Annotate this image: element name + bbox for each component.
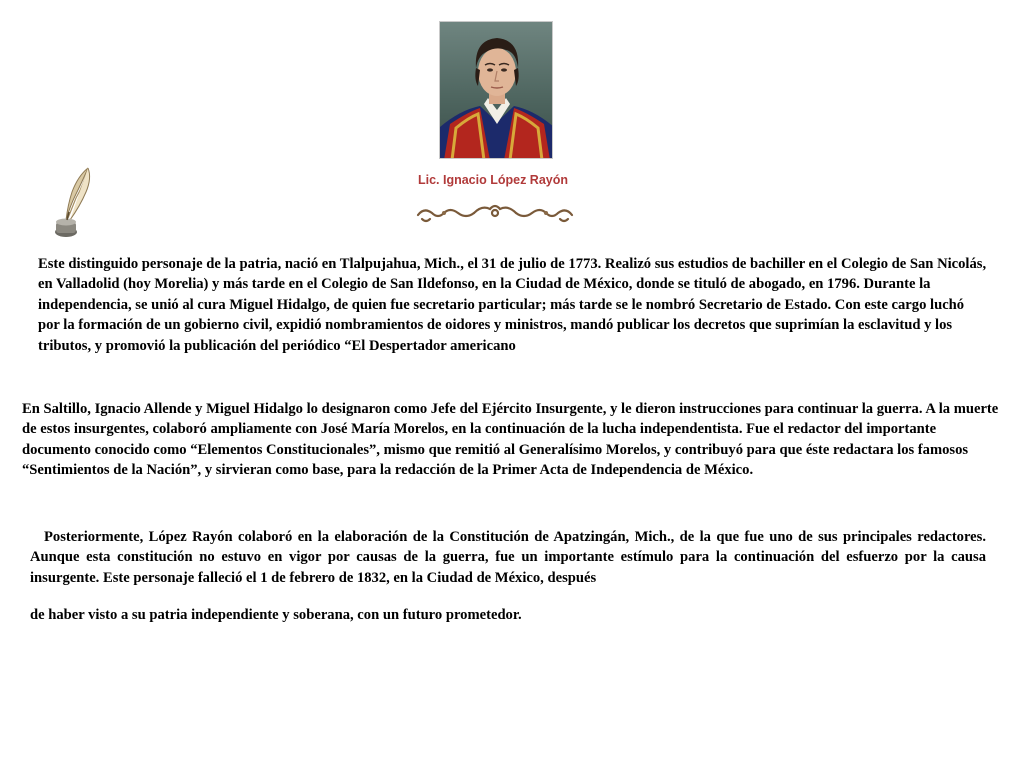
paragraph-constitution: [30, 527, 986, 588]
paragraph-biography-intro: Este distinguido personaje de la patria, nació en Tlalpujahua, Mich., el 31 de julio de 1773. Realizó sus estudios de bachiller en el Colegio de San Nicolás, en Valladolid (hoy Morelia) y más tarde en el Colegio de San Ildefonso, en la Ciudad de México, donde se tituló de abogado, en 1796. Durante la independencia, se unió al cura Miguel Hidalgo, de quien fue secretario particular; más tarde se le nombró Secretario de Estado. Con este cargo luchó por la formación de un gobierno civil, expidió nombramientos de oidores y ministros, mandó publicar los decretos que suprimían la esclavitud y los tributos, y promovió la publicación del periódico “El Despertador americano: [38, 256, 987, 354]
quill-inkwell-icon: [48, 166, 96, 242]
portrait-image: [439, 21, 553, 159]
paragraph-insurgent-army: En Saltillo, Ignacio Allende y Miguel Hidalgo lo designaron como Jefe del Ejército Insurgente, y le dieron instrucciones para continuar la guerra. A la muerte de estos insurgentes, colaboró ampliamente con José María Morelos, en la continuación de la lucha independentista. Fue el redactor del importante documento conocido como “Elementos Constitucionales”, mismo que remitió al Generalísimo Morelos, y contribuyó para que éste redactara los famosos “Sentimientos de la Nación”, y sirvieran como base, para la redacción de la Primer Acta de Independencia de México.: [22, 401, 999, 479]
ornamental-scroll-divider: [414, 199, 576, 227]
paragraph-closing: de haber visto a su patria independiente y soberana, con un futuro prometedor.: [30, 607, 522, 623]
paragraph-constitution-text: Posteriormente, López Rayón colaboró en la elaboración de la Constitución de Apatzingán, Mich., de la que fue uno de sus principales redactores. Aunque esta constitución no estuvo en vigor por causas de la guerra, fue un importante estímulo para la continuación del esfuerzo por la causa insurgente. Este personaje falleció el 1 de febrero de 1832, en la Ciudad de México, después: [30, 529, 986, 586]
portrait-caption: Lic. Ignacio López Rayón: [417, 173, 569, 187]
